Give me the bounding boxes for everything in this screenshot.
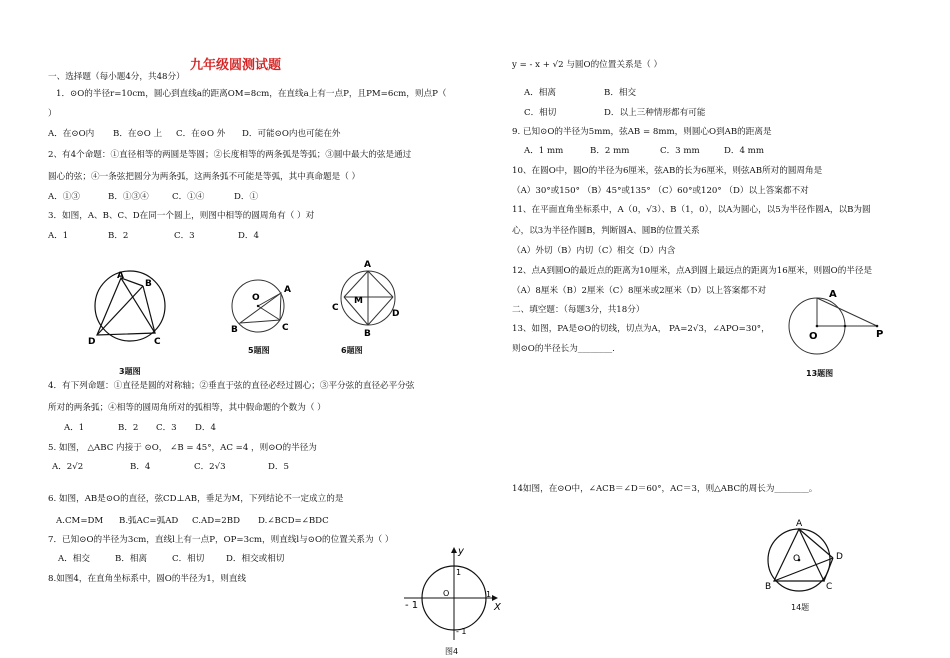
q7-option-a: A．相交: [58, 554, 90, 564]
svg-text:A: A: [364, 260, 371, 270]
q3-option-d: D．4: [238, 231, 259, 241]
svg-text:A: A: [829, 289, 837, 300]
svg-text:B: B: [765, 582, 772, 592]
caption-q3: 3题图: [119, 367, 141, 376]
svg-text:C: C: [332, 303, 339, 313]
q3-option-b: B．2: [108, 231, 129, 241]
q8-option-d: D．以上三种情形都有可能: [604, 108, 706, 118]
svg-text:O: O: [443, 589, 450, 598]
caption-q6: 6题图: [341, 346, 363, 355]
svg-text:B: B: [145, 279, 152, 289]
q5-option-d: D．5: [268, 462, 289, 472]
question-11: 11、在平面直角坐标系中，A（0，√3）、B（1，0），以A为圆心，以5为半径作圆A，以B为圆: [512, 205, 871, 215]
svg-text:C: C: [154, 337, 161, 347]
figure-q6: [330, 258, 408, 338]
svg-text:B: B: [364, 329, 371, 339]
question-12: 12、点A到圆O的最近点的距离为10厘米，点A到圆上最远点的距离为16厘米，则圆O的半径是: [512, 266, 873, 276]
figure-4-coordinate-circle: [398, 542, 506, 642]
question-14: 14如图，在⊙O中，∠ACB＝∠D＝60°，AC＝3，则△ABC的周长为________。: [512, 484, 818, 494]
question-1: 1．⊙O的半径r=10cm，圆心到直线a的距离OM=8cm，在直线a上有一点P，且PM=6cm，则点P（: [56, 89, 447, 99]
svg-text:B: B: [231, 325, 238, 335]
svg-text:A: A: [796, 519, 803, 529]
svg-text:1: 1: [456, 568, 462, 577]
q9-option-c: C．3 mm: [660, 146, 700, 156]
svg-text:C: C: [826, 582, 833, 592]
q5-option-c: C．2√3: [194, 462, 226, 472]
q9-option-a: A．1 mm: [524, 146, 564, 156]
q6-option-d: D.∠BCD=∠BDC: [258, 516, 329, 526]
figure-q13: [785, 285, 895, 365]
q1-option-a: A．在⊙O内: [48, 129, 95, 139]
q7-option-b: B．相离: [115, 554, 148, 564]
question-7: 7．已知⊙O的半径为3cm，直线l上有一点P，OP=3cm，则直线l与⊙O的位置关系为（ ）: [48, 535, 394, 545]
q8-option-c: C．相切: [524, 108, 557, 118]
q7-option-c: C．相切: [172, 554, 205, 564]
q3-option-a: A．1: [48, 231, 69, 241]
svg-text:A: A: [117, 271, 124, 281]
question-6: 6. 如图，AB是⊙O的直径，弦CD⊥AB，垂足为M，下列结论不一定成立的是: [48, 494, 344, 504]
svg-text:X: X: [494, 602, 501, 613]
question-13: 13、如图，PA是⊙O的切线，切点为A， PA=2√3，∠APO=30°，: [512, 324, 770, 334]
q1-option-b: B．在⊙O 上: [113, 129, 163, 139]
question-1-end: ）: [48, 109, 57, 119]
q9-option-d: D．4 mm: [724, 146, 764, 156]
svg-text:D: D: [88, 337, 96, 347]
q10-options: （A）30°或150° （B）45°或135° （C）60°或120° （D）以上答案都不对: [512, 186, 809, 196]
question-13-cont: 则⊙O的半径长为________.: [512, 344, 615, 354]
q4-option-a: A．1: [64, 423, 85, 433]
figure-q5: [228, 276, 298, 338]
svg-text:1: 1: [486, 590, 492, 599]
q8-option-a: A．相离: [524, 88, 556, 98]
q7-option-d: D．相交或相切: [226, 554, 285, 564]
question-2-cont: 圆心的弦；④一条弦把圆分为两条弧，这两条弧不可能是等弧，其中真命题是（ ）: [48, 172, 361, 182]
q8-option-b: B．相交: [604, 88, 637, 98]
q4-option-c: C．3: [156, 423, 177, 433]
section-fill-heading: 二、填空题：（每题3分，共18分）: [512, 305, 645, 315]
caption-q14: 14题: [791, 603, 810, 612]
svg-text:O: O: [809, 331, 818, 342]
page-title: 九年级圆测试题: [190, 58, 282, 73]
caption-figure-4: 图4: [445, 647, 459, 656]
section-choice-heading: 一、选择题（每小题4分，共48分）: [48, 72, 185, 82]
question-3: 3．如图，A、B、C、D在同一个圆上，则图中相等的圆周角有（ ）对: [48, 211, 315, 221]
q6-option-b: B.弧AC=弧AD: [119, 516, 179, 526]
svg-text:- 1: - 1: [456, 627, 467, 636]
q1-option-d: D．可能⊙O内也可能在外: [242, 129, 341, 139]
caption-q13: 13题图: [806, 369, 834, 378]
question-10: 10、在圆O中，圆O的半径为6厘米，弦AB的长为6厘米，则弦AB所对的圆周角是: [512, 166, 823, 176]
q2-option-c: C．①④: [172, 192, 205, 202]
q12-options: （A）8厘米（B）2厘米（C）8厘米或2厘米（D）以上答案都不对: [512, 286, 767, 296]
question-4: 4．有下列命题：①直径是圆的对称轴；②垂直于弦的直径必经过圆心；③平分弦的直径必平分弦: [48, 381, 415, 391]
q9-option-b: B．2 mm: [590, 146, 630, 156]
svg-text:C: C: [282, 323, 289, 333]
q4-option-b: B．2: [118, 423, 139, 433]
q5-option-a: A．2√2: [52, 462, 84, 472]
q2-option-d: D．①: [234, 192, 259, 202]
question-2: 2、有4个命题：①直径相等的两圆是等圆；②长度相等的两条弧是等弧；③圆中最大的弦是通过: [48, 150, 412, 160]
figure-q14: [762, 517, 852, 597]
q6-option-c: C.AD=2BD: [192, 516, 240, 526]
svg-text:M: M: [354, 296, 363, 306]
question-8: 8.如图4，在直角坐标系中，圆O的半径为1，则直线: [48, 574, 247, 584]
q5-option-b: B．4: [130, 462, 151, 472]
question-5: 5. 如图， △ABC 内接于 ⊙O， ∠B = 45°，AC =4 ，则⊙O的半径为: [48, 443, 317, 453]
svg-text:P: P: [876, 329, 884, 340]
svg-text:A: A: [284, 285, 291, 295]
caption-q5: 5题图: [248, 346, 270, 355]
question-8-cont: y = - x + √2 与圆O的位置关系是（ ）: [512, 60, 663, 70]
svg-text:y: y: [458, 546, 464, 557]
svg-text:O: O: [793, 554, 801, 564]
svg-text:O: O: [252, 293, 260, 303]
q2-option-a: A．①③: [48, 192, 80, 202]
q3-option-c: C．3: [174, 231, 195, 241]
figure-q3: [85, 272, 175, 352]
q4-option-d: D．4: [195, 423, 216, 433]
svg-text:- 1: - 1: [405, 600, 419, 611]
q6-option-a: A.CM=DM: [56, 516, 104, 526]
svg-text:D: D: [836, 552, 843, 562]
q11-options: （A）外切（B）内切（C）相交（D）内含: [512, 246, 676, 256]
q2-option-b: B．①③④: [108, 192, 149, 202]
question-4-cont: 所对的两条弧；④相等的圆周角所对的弧相等，其中假命题的个数为（ ）: [48, 403, 326, 413]
q1-option-c: C．在⊙O 外: [176, 129, 226, 139]
svg-text:D: D: [392, 309, 400, 319]
question-11-cont: 心，以3为半径作圆B，判断圆A、圆B的位置关系: [512, 226, 700, 236]
question-9: 9. 已知⊙O的半径为5mm，弦AB = 8mm，则圆心O到AB的距离是: [512, 127, 772, 137]
